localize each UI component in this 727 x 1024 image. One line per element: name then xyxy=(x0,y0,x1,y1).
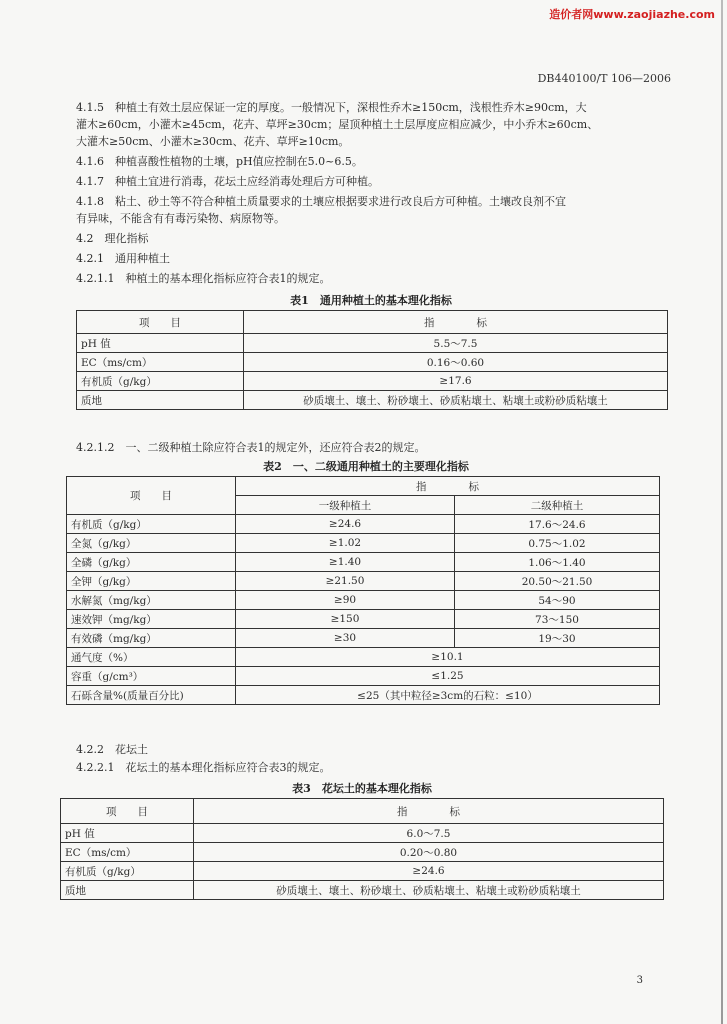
table2 xyxy=(66,476,660,705)
section-heading: 4.2 理化指标 xyxy=(76,232,149,245)
subsection-heading: 4.2.2 花坛土 xyxy=(76,743,148,756)
row-value: ≥17.6 xyxy=(244,372,668,391)
table1-caption: 表1 通用种植土的基本理化指标 xyxy=(290,294,452,307)
document-code: DB440100/T 106—2006 xyxy=(537,72,671,85)
table-row xyxy=(61,862,664,881)
merged-value: ≤1.25 xyxy=(236,667,660,686)
paragraph-line: 灌木≥60cm，小灌木≥45cm，花卉、草坪≥30cm；屋顶种植土土层厚度应相应减少，中小乔木≥60cm、 xyxy=(76,118,599,131)
table-row xyxy=(67,686,660,705)
row-item: 有机质（g/kg） xyxy=(61,862,194,881)
table-row xyxy=(67,572,660,591)
merged-value: ≤25（其中粒径≥3cm的石粒：≤10） xyxy=(236,686,660,705)
paragraph-line: 有异味，不能含有有毒污染物、病原物等。 xyxy=(76,212,285,225)
paragraph-line: 4.1.7 种植土宜进行消毒，花坛土应经消毒处理后方可种植。 xyxy=(76,175,379,188)
paragraph-line: 4.1.8 粘土、砂土等不符合种植土质量要求的土壤应根据要求进行改良后方可种植。土壤改良剂不宜 xyxy=(76,195,566,208)
grade2-value: 1.06～1.40 xyxy=(455,553,660,572)
header-index: 指 标 xyxy=(194,799,664,824)
row-value: 6.0～7.5 xyxy=(194,824,664,843)
table-row xyxy=(67,534,660,553)
table-row xyxy=(67,610,660,629)
table-row xyxy=(77,372,668,391)
paragraph-line: 4.1.6 种植喜酸性植物的土壤，pH值应控制在5.0~6.5。 xyxy=(76,155,363,168)
table3-caption: 表3 花坛土的基本理化指标 xyxy=(292,782,432,795)
row-value: 0.20～0.80 xyxy=(194,843,664,862)
grade2-value: 17.6～24.6 xyxy=(455,515,660,534)
subsection-heading: 4.2.1 通用种植土 xyxy=(76,252,170,265)
row-item: 质地 xyxy=(61,881,194,900)
paragraph-line: 4.2.2.1 花坛土的基本理化指标应符合表3的规定。 xyxy=(76,761,331,774)
table-row xyxy=(77,334,668,353)
grade1-value: ≥90 xyxy=(236,591,455,610)
table-row xyxy=(67,648,660,667)
grade1-value: ≥30 xyxy=(236,629,455,648)
row-value: 砂质壤土、壤土、粉砂壤土、砂质粘壤土、粘壤土或粉砂质粘壤土 xyxy=(244,391,668,410)
table2-caption: 表2 一、二级通用种植土的主要理化指标 xyxy=(263,460,469,473)
header-item: 项 目 xyxy=(77,311,244,334)
paragraph-line: 大灌木≥50cm、小灌木≥30cm、花卉、草坪≥10cm。 xyxy=(76,135,350,148)
table-row xyxy=(61,843,664,862)
row-item: EC（ms/cm） xyxy=(77,353,244,372)
table-row xyxy=(67,629,660,648)
grade1-value: ≥1.02 xyxy=(236,534,455,553)
row-value: 砂质壤土、壤土、粉砂壤土、砂质粘壤土、粘壤土或粉砂质粘壤土 xyxy=(194,881,664,900)
table1 xyxy=(76,310,668,410)
grade2-value: 73～150 xyxy=(455,610,660,629)
row-item: 通气度（%） xyxy=(67,648,236,667)
row-item: 有效磷（mg/kg） xyxy=(67,629,236,648)
paragraph-line: 4.2.1.1 种植土的基本理化指标应符合表1的规定。 xyxy=(76,272,331,285)
header-index: 指 标 xyxy=(236,477,660,496)
table-header-row xyxy=(77,311,668,334)
site-watermark: 造价者网www.zaojiazhe.com xyxy=(549,8,715,21)
grade1-value: ≥1.40 xyxy=(236,553,455,572)
grade1-value: ≥150 xyxy=(236,610,455,629)
table-row xyxy=(67,667,660,686)
table-row xyxy=(77,353,668,372)
grade2-value: 0.75～1.02 xyxy=(455,534,660,553)
row-item: 容重（g/cm³） xyxy=(67,667,236,686)
row-item: 速效钾（mg/kg） xyxy=(67,610,236,629)
page-number: 3 xyxy=(636,975,643,986)
row-item: 水解氮（mg/kg） xyxy=(67,591,236,610)
grade1-value: ≥24.6 xyxy=(236,515,455,534)
table-row xyxy=(61,824,664,843)
row-item: pH 值 xyxy=(77,334,244,353)
grade2-value: 20.50～21.50 xyxy=(455,572,660,591)
grade1-value: ≥21.50 xyxy=(236,572,455,591)
row-value: 5.5～7.5 xyxy=(244,334,668,353)
table-row xyxy=(67,591,660,610)
scan-edge xyxy=(721,0,723,1024)
paragraph-line: 4.1.5 种植土有效土层应保证一定的厚度。一般情况下，深根性乔木≥150cm，浅根性乔木≥90cm，大 xyxy=(76,101,587,114)
grade2-value: 54～90 xyxy=(455,591,660,610)
header-item: 项 目 xyxy=(67,477,236,515)
row-item: 质地 xyxy=(77,391,244,410)
merged-value: ≥10.1 xyxy=(236,648,660,667)
header-grade2: 二级种植土 xyxy=(455,496,660,515)
paragraph-line: 4.2.1.2 一、二级种植土除应符合表1的规定外，还应符合表2的规定。 xyxy=(76,441,426,454)
table-row xyxy=(77,391,668,410)
header-grade1: 一级种植土 xyxy=(236,496,455,515)
row-item: 全磷（g/kg） xyxy=(67,553,236,572)
table-row xyxy=(67,515,660,534)
row-item: EC（ms/cm） xyxy=(61,843,194,862)
header-index: 指 标 xyxy=(244,311,668,334)
table-row xyxy=(67,553,660,572)
table-header-row xyxy=(67,477,660,496)
table3 xyxy=(60,798,664,900)
row-item: pH 值 xyxy=(61,824,194,843)
table-header-row xyxy=(61,799,664,824)
row-value: ≥24.6 xyxy=(194,862,664,881)
grade2-value: 19～30 xyxy=(455,629,660,648)
row-item: 有机质（g/kg） xyxy=(67,515,236,534)
header-item: 项 目 xyxy=(61,799,194,824)
row-item: 全氮（g/kg） xyxy=(67,534,236,553)
row-value: 0.16～0.60 xyxy=(244,353,668,372)
row-item: 石砾含量%(质量百分比) xyxy=(67,686,236,705)
table-row xyxy=(61,881,664,900)
row-item: 有机质（g/kg） xyxy=(77,372,244,391)
row-item: 全钾（g/kg） xyxy=(67,572,236,591)
